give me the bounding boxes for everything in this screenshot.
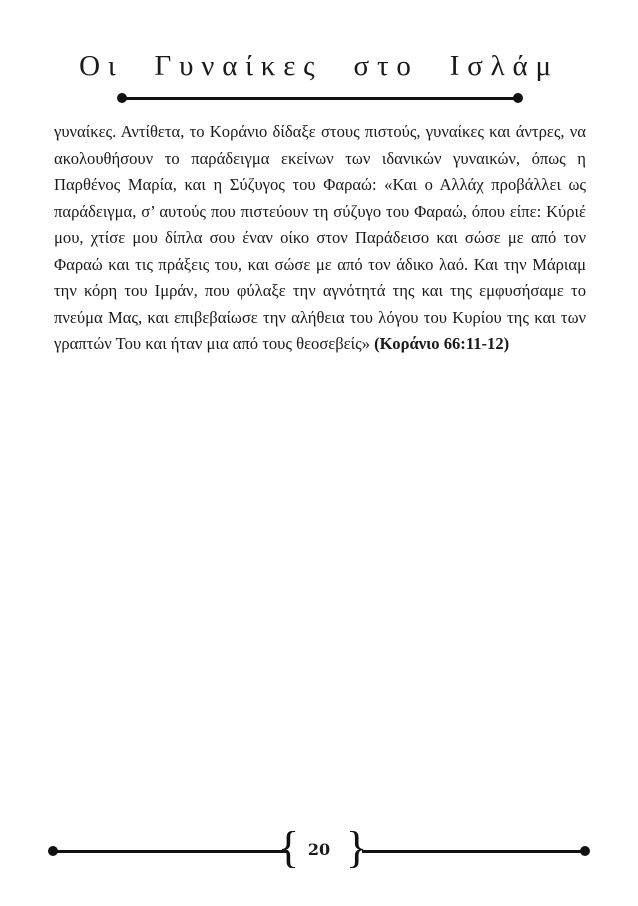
quran-reference: (Κοράνιο 66:11-12) [374, 334, 510, 353]
page-number-close-brace: } [346, 823, 368, 872]
page-number: 20 [307, 840, 331, 859]
header-rule [121, 97, 519, 100]
footer-rule-right-dot [580, 846, 590, 856]
running-header-title: Οι Γυναίκες στο Ισλάμ [79, 50, 559, 82]
footer-rule-left [53, 850, 288, 853]
body-paragraph [54, 119, 586, 358]
header-rule-right-dot [513, 93, 523, 103]
page-number-open-brace: { [278, 823, 300, 872]
body-text: γυναίκες. Αντίθετα, το Κοράνιο δίδαξε στους πιστούς, γυναίκες και άντρες, να ακολουθήσουν το παράδειγμα εκείνων των ιδανικών γυναικών, όπως η Παρθένος Μαρία, και η Σύζυγος του Φαραώ: «Και ο Αλλάχ προβάλλει ως παράδειγμα, σ’ αυτούς που πιστεύουν τη σύζυγο του Φαραώ, όπου είπε: Κύριέ μου, χτίσε μου δίπλα σου έναν οίκο στον Παράδεισο και σώσε με από τον Φαραώ και τις πράξεις του, και σώσε με από τον άδικο λαό. Και την Μάριαμ την κόρη του Ιμράν, που φύλαξε την αγνότητά της και της εμφυσήσαμε το πνεύμα Μας, και επιβεβαίωσε την αλήθεια του λόγου του Κυρίου της και των γραπτών Του και ήταν μια από τους θεοσεβείς» [54, 122, 586, 353]
footer-rule-right [362, 850, 584, 853]
